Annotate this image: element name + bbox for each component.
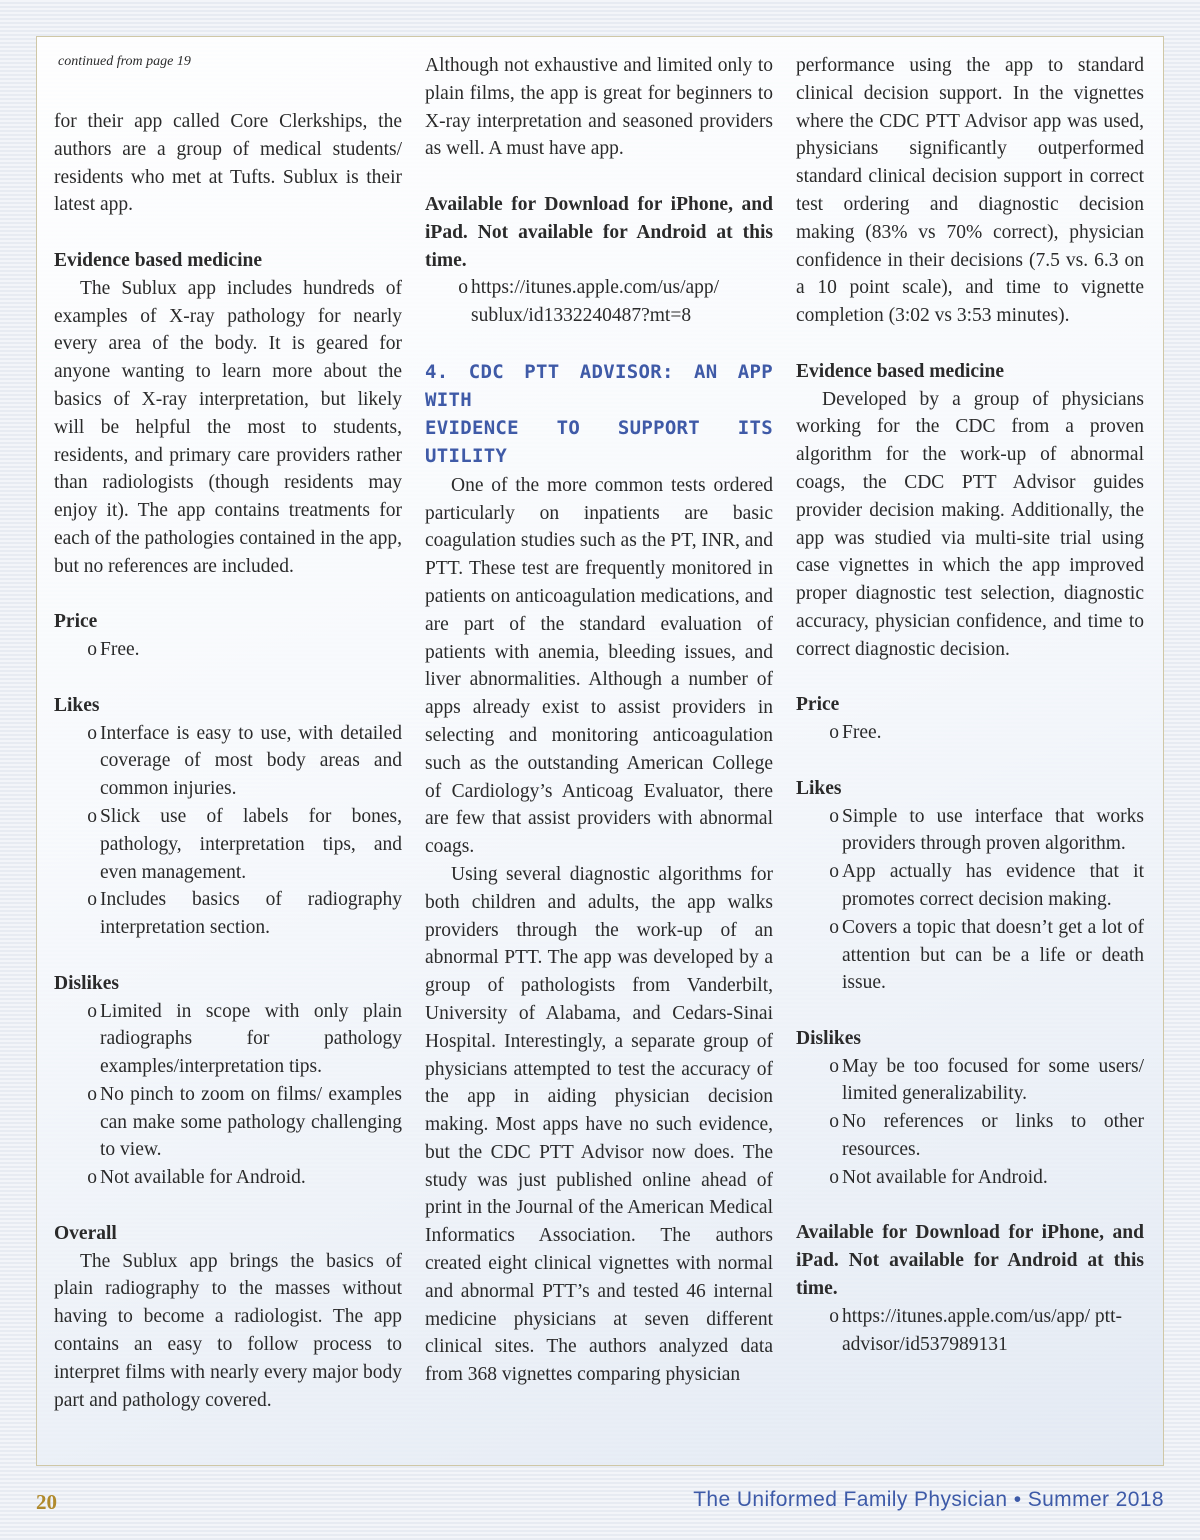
price-list	[54, 636, 402, 664]
ebm-heading: Evidence based medicine	[796, 360, 1004, 382]
availability-note: Available for Download for iPhone, and iPad. Not available for Android at this time.	[796, 1222, 1144, 1300]
bullet-marker: o	[829, 1166, 839, 1188]
list-item: o Not available for Android.	[796, 1164, 1144, 1192]
dislikes-list	[796, 1053, 1144, 1192]
list-item: o Free.	[796, 719, 1144, 747]
list-item	[425, 274, 773, 330]
publication-footer: The Uniformed Family Physician • Summer 2018	[693, 1488, 1164, 1511]
overall-heading: Overall	[54, 1222, 117, 1244]
dislikes-list	[54, 998, 402, 1193]
bullet-marker: o	[829, 1305, 839, 1327]
bullet-marker: o	[87, 639, 97, 661]
bullet-marker: o	[829, 1055, 839, 1077]
app-store-link[interactable]: https://itunes.apple.com/us/app/ ptt-advisor/id537989131	[842, 1305, 1123, 1355]
list-item: o Limited in scope with only plain radiographs for pathology examples/interpretation tips.	[54, 998, 402, 1081]
list-item: o Not available for Android.	[54, 1164, 402, 1192]
body-paragraph-continued: performance using the app to standard clinical decision support. In the vignettes where the CDC PTT Advisor app was used, physicians significantly outperformed standard clinical decision support in correct test ordering and diagnostic decision making (83% vs 70% correct), physician confidence in their decisions (7.5 vs. 6.3 on a 10 point scale), and time to vignette completion (3:02 vs 3:53 minutes).	[796, 55, 1144, 327]
dislikes-heading: Dislikes	[796, 1027, 862, 1049]
list-item	[796, 1303, 1144, 1359]
ebm-paragraph: Developed by a group of physicians working for the CDC from a proven algorithm for the work-up of abnormal coags, the CDC PTT Advisor guides provider decision making. Additionally, the app was studied via multi-site trial using case vignettes in which the app improved proper diagnostic test selection, diagnostic accuracy, physician confidence, and time to correct diagnostic decision.	[796, 388, 1144, 660]
column-1	[54, 52, 402, 1414]
list-item: o Simple to use interface that works providers through proven algorithm.	[796, 803, 1144, 859]
list-item: o May be too focused for some users/ limited generalizability.	[796, 1053, 1144, 1109]
likes-list	[796, 803, 1144, 998]
list-item: o Free.	[54, 636, 402, 664]
price-heading: Price	[54, 611, 98, 633]
likes-list	[54, 720, 402, 942]
section-title-line-2: EVIDENCE TO SUPPORT ITS UTILITY	[425, 416, 773, 467]
section-title-line-1: 4. CDC PTT ADVISOR: AN APP WITH	[425, 360, 773, 411]
column-3	[796, 52, 1144, 1358]
overall-paragraph: The Sublux app brings the basics of plain radiography to the masses without having to become a radiologist. The app contains an easy to follow process to interpret films with nearly every major body part and pathology covered.	[54, 1250, 402, 1411]
link-list	[796, 1303, 1144, 1359]
list-item: o No pinch to zoom on films/ examples can make some pathology challenging to view.	[54, 1081, 402, 1164]
list-item: o No references or links to other resources.	[796, 1108, 1144, 1164]
list-item: o Slick use of labels for bones, pathology, interpretation tips, and even management.	[54, 803, 402, 886]
page-number: 20	[36, 1490, 57, 1514]
body-paragraph-1: One of the more common tests ordered particularly on inpatients are basic coagulation studies such as the PT, INR, and PTT. These test are frequently monitored in patients on anticoagulation medications, and are part of the standard evaluation of patients with anemia, bleeding issues, and liver abnormalities. Although a number of apps already exist to assist providers in selecting and monitoring anticoagulation such as the outstanding American College of Cardiology’s Anticoag Evaluator, there are few that assist providers with abnormal coags.	[425, 474, 773, 858]
bullet-marker: o	[87, 1167, 97, 1189]
ebm-heading: Evidence based medicine	[54, 249, 262, 271]
bullet-marker: o	[87, 805, 97, 827]
bullet-marker: o	[829, 722, 839, 744]
availability-note: Available for Download for iPhone, and iPad. Not available for Android at this time.	[425, 193, 773, 271]
overall-continued-paragraph: Although not exhaustive and limited only to plain films, the app is great for beginners to X-ray interpretation and seasoned providers as well. A must have app.	[425, 55, 773, 160]
dislikes-heading: Dislikes	[54, 972, 120, 994]
bullet-marker: o	[87, 1083, 97, 1105]
continued-note: continued from page 19	[58, 54, 191, 69]
list-item: o Covers a topic that doesn’t get a lot of attention but can be a life or death issue.	[796, 914, 1144, 997]
bullet-marker: o	[829, 1111, 839, 1133]
bullet-marker: o	[829, 805, 839, 827]
likes-heading: Likes	[54, 694, 100, 716]
bullet-marker: o	[829, 861, 839, 883]
app-store-link[interactable]: https://itunes.apple.com/us/app/ sublux/id1332240487?mt=8	[471, 277, 720, 327]
link-list	[425, 274, 773, 330]
bullet-marker: o	[87, 889, 97, 911]
ebm-paragraph: The Sublux app includes hundreds of examples of X-ray pathology for nearly every area of the body. It is geared for anyone wanting to learn more about the basics of X-ray interpretation, but likely will be helpful the most to students, residents, and primary care providers rather than radiologists (though residents may enjoy it). The app contains treatments for each of the pathologies contained in the app, but no references are included.	[54, 277, 402, 577]
bullet-marker: o	[87, 722, 97, 744]
list-item: o App actually has evidence that it promotes correct decision making.	[796, 858, 1144, 914]
price-heading: Price	[796, 694, 840, 716]
price-list	[796, 719, 1144, 747]
bullet-marker: o	[829, 916, 839, 938]
likes-heading: Likes	[796, 777, 842, 799]
list-item: o Interface is easy to use, with detailed coverage of most body areas and common injuries.	[54, 720, 402, 803]
bullet-marker: o	[87, 1000, 97, 1022]
body-paragraph-2: Using several diagnostic algorithms for both children and adults, the app walks providers through the work-up of an abnormal PTT. The app was developed by a group of pathologists from Vanderbilt, University of Alabama, and Cedars-Sinai Hospital. Interestingly, a separate group of physicians attempted to test the accuracy of the app in aiding physician decision making. Most apps have no such evidence, but the CDC PTT Advisor now does. The study was just published online ahead of print in the Journal of the American Medical Informatics Association. The authors created eight clinical vignettes with normal and abnormal PTT’s and tested 46 internal medicine physicians at seven different clinical sites. The authors analyzed data from 368 vignettes comparing physician	[425, 863, 773, 1386]
bullet-marker: o	[458, 277, 468, 299]
intro-paragraph: for their app called Core Clerkships, the authors are a group of medical students/ residents who met at Tufts. Sublux is their latest app.	[54, 111, 402, 216]
column-2	[425, 52, 773, 1389]
list-item: o Includes basics of radiography interpretation section.	[54, 886, 402, 942]
